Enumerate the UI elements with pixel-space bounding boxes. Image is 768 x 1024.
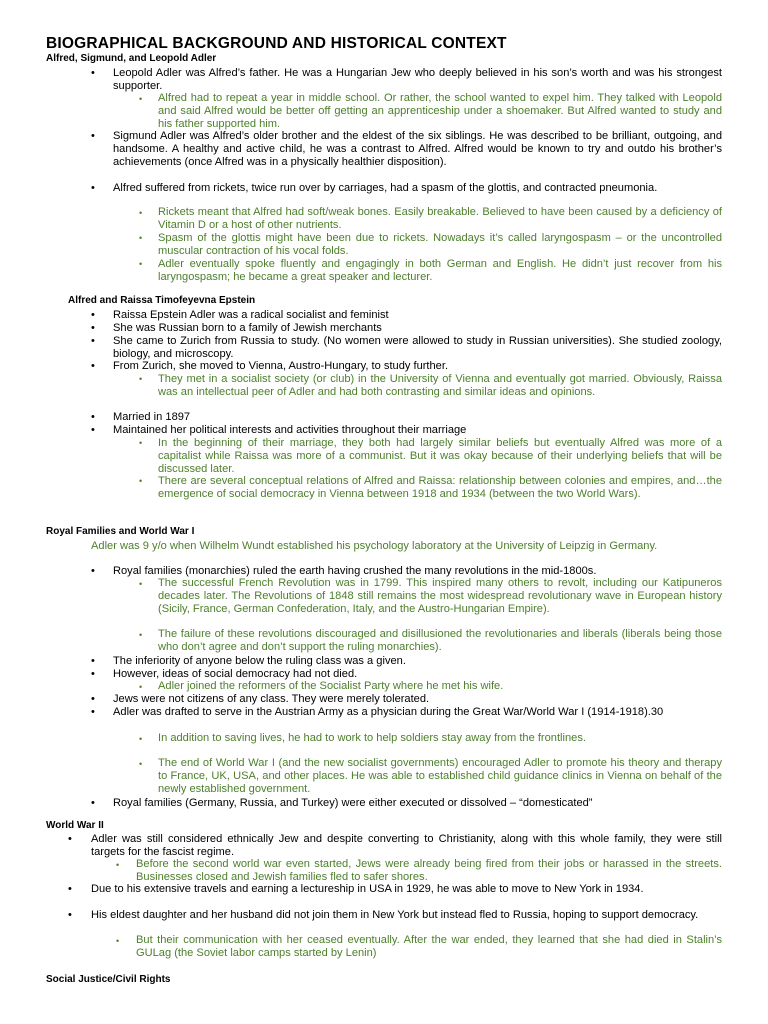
note-item: Alfred had to repeat a year in middle school. Or rather, the school wanted to expel him. They talked with Leopold and said Alfred would be better off getting an apprenticeship under a shoemaker. But Alfred wanted to study and his father supported him. bbox=[158, 92, 722, 130]
list-item: Adler was still considered ethnically Jew and despite converting to Christianity, along with this whole family, they were still targets for the fascist regime. bbox=[91, 833, 722, 858]
bullet-icon: • bbox=[91, 322, 95, 334]
note-item: Adler eventually spoke fluently and engagingly in both German and English. He didn’t just recover from his laryngospasm; he became a great speaker and lecturer. bbox=[158, 258, 722, 283]
list-item: The inferiority of anyone below the ruling class was a given. bbox=[113, 655, 406, 667]
bullet-icon: • bbox=[91, 309, 95, 321]
bullet-icon: • bbox=[91, 424, 95, 436]
bullet-icon: • bbox=[91, 655, 95, 667]
note-item: In the beginning of their marriage, they both had largely similar beliefs but eventually Alfred was more of a capitalist while Raissa was more of a communist. But it was okay because of their underlying beliefs that will be discussed later. bbox=[158, 437, 722, 475]
bullet-icon: • bbox=[91, 411, 95, 423]
bullet-icon: • bbox=[139, 630, 143, 640]
list-item: Raissa Epstein Adler was a radical socialist and feminist bbox=[113, 309, 389, 321]
bullet-icon: • bbox=[139, 579, 143, 589]
bullet-icon: • bbox=[68, 909, 72, 921]
bullet-icon: • bbox=[139, 759, 143, 769]
bullet-icon: • bbox=[139, 259, 143, 269]
note-item: Rickets meant that Alfred had soft/weak bones. Easily breakable. Believed to have been caused by a deficiency of Vitamin D or a host of other nutrients. bbox=[158, 206, 722, 231]
list-item: From Zurich, she moved to Vienna, Austro-Hungary, to study further. bbox=[113, 360, 449, 372]
bullet-icon: • bbox=[68, 883, 72, 895]
section-heading-social-justice: Social Justice/Civil Rights bbox=[46, 974, 171, 985]
list-item: Adler was drafted to serve in the Austrian Army as a physician during the Great War/World War I (1914-1918).30 bbox=[113, 706, 664, 718]
section-heading-royal-families: Royal Families and World War I bbox=[46, 526, 195, 537]
bullet-icon: • bbox=[91, 797, 95, 809]
note-item: Spasm of the glottis might have been due to rickets. Nowadays it’s called laryngospasm – or the uncontrolled muscular contraction of his vocal folds. bbox=[158, 232, 722, 257]
bullet-icon: • bbox=[91, 335, 95, 347]
note-item: The successful French Revolution was in 1799. This inspired many others to revolt, including our Katipuneros decades later. The Revolutions of 1848 still remains the most widespread revolutionary wave in European history (Sicily, France, German Confederation, Italy, and the Austro-Hungarian Empire). bbox=[158, 577, 722, 615]
note-item: The failure of these revolutions discouraged and disillusioned the revolutionaries and liberals (liberals being those who don’t agree and don’t support the ruling monarchies). bbox=[158, 628, 722, 653]
list-item: Leopold Adler was Alfred’s father. He was a Hungarian Jew who deeply believed in his son’s worth and was his strongest supporter. bbox=[113, 67, 722, 92]
list-item: Maintained her political interests and activities throughout their marriage bbox=[113, 424, 467, 436]
document-title: BIOGRAPHICAL BACKGROUND AND HISTORICAL CONTEXT bbox=[46, 35, 507, 52]
note-item: Before the second world war even started, Jews were already being fired from their jobs or harassed in the streets. Businesses closed and Jewish families fled to safer shores. bbox=[136, 858, 722, 883]
bullet-icon: • bbox=[116, 936, 120, 946]
list-item: However, ideas of social democracy had not died. bbox=[113, 668, 358, 680]
bullet-icon: • bbox=[139, 438, 143, 448]
list-item: Royal families (Germany, Russia, and Turkey) were either executed or dissolved – “domesticated” bbox=[113, 797, 593, 809]
bullet-icon: • bbox=[91, 182, 95, 194]
bullet-icon: • bbox=[91, 693, 95, 705]
section-heading-raissa: Alfred and Raissa Timofeyevna Epstein bbox=[68, 295, 256, 306]
list-item: Alfred suffered from rickets, twice run over by carriages, had a spasm of the glottis, and contracted pneumonia. bbox=[113, 182, 658, 194]
bullet-icon: • bbox=[139, 682, 143, 692]
note-item: But their communication with her ceased eventually. After the war ended, they learned that she had died in Stalin’s GULag (the Soviet labor camps started by Lenin) bbox=[136, 934, 722, 959]
list-item: She was Russian born to a family of Jewish merchants bbox=[113, 322, 382, 334]
list-item: Due to his extensive travels and earning a lectureship in USA in 1929, he was able to move to New York in 1934. bbox=[91, 883, 644, 895]
list-item: Married in 1897 bbox=[113, 411, 191, 423]
bullet-icon: • bbox=[139, 374, 143, 384]
bullet-icon: • bbox=[139, 208, 143, 218]
bullet-icon: • bbox=[91, 668, 95, 680]
list-item: Sigmund Adler was Alfred’s older brother and the eldest of the six siblings. He was described to be brilliant, outgoing, and handsome. A healthy and active child, he was a contrast to Alfred. Alfred would be known to try and outdo his brother’s achievements (once Alfred was in a physically healthier disposition). bbox=[113, 130, 722, 168]
note-item: There are several conceptual relations of Alfred and Raissa: relationship between colonies and empires, and…the emergence of social democracy in Vienna between 1918 and 1934 (between the two World Wars). bbox=[158, 475, 722, 500]
list-item: Royal families (monarchies) ruled the earth having crushed the many revolutions in the mid-1800s. bbox=[113, 565, 597, 577]
bullet-icon: • bbox=[68, 833, 72, 845]
bullet-icon: • bbox=[116, 860, 120, 870]
bullet-icon: • bbox=[139, 233, 143, 243]
bullet-icon: • bbox=[91, 565, 95, 577]
bullet-icon: • bbox=[91, 67, 95, 79]
section-heading-world-war-ii: World War II bbox=[46, 820, 104, 831]
section-heading-adler-family: Alfred, Sigmund, and Leopold Adler bbox=[46, 53, 217, 64]
list-item: Jews were not citizens of any class. They were merely tolerated. bbox=[113, 693, 430, 705]
bullet-icon: • bbox=[139, 734, 143, 744]
bullet-icon: • bbox=[91, 360, 95, 372]
list-item: His eldest daughter and her husband did not join them in New York but instead fled to Russia, hoping to support democracy. bbox=[91, 909, 699, 921]
bullet-icon: • bbox=[139, 94, 143, 104]
bullet-icon: • bbox=[91, 706, 95, 718]
note-item: They met in a socialist society (or club) in the University of Vienna and eventually got married. Obviously, Raissa was an intellectual peer of Adler and had both contrasting and similar ideas and opinions. bbox=[158, 373, 722, 398]
bullet-icon: • bbox=[139, 476, 143, 486]
note-item: Adler joined the reformers of the Socialist Party where he met his wife. bbox=[158, 680, 504, 692]
list-item: She came to Zurich from Russia to study. (No women were allowed to study in Russian universities). She studied zoology, biology, and microscopy. bbox=[113, 335, 722, 360]
bullet-icon: • bbox=[91, 130, 95, 142]
note-item: In addition to saving lives, he had to work to help soldiers stay away from the frontlines. bbox=[158, 732, 586, 744]
note-item: Adler was 9 y/o when Wilhelm Wundt established his psychology laboratory at the University of Leipzig in Germany. bbox=[91, 540, 658, 552]
note-item: The end of World War I (and the new socialist governments) encouraged Adler to promote his theory and therapy to France, UK, USA, and other places. He was able to established child guidance clinics in Vienna on behalf of the newly established government. bbox=[158, 757, 722, 795]
